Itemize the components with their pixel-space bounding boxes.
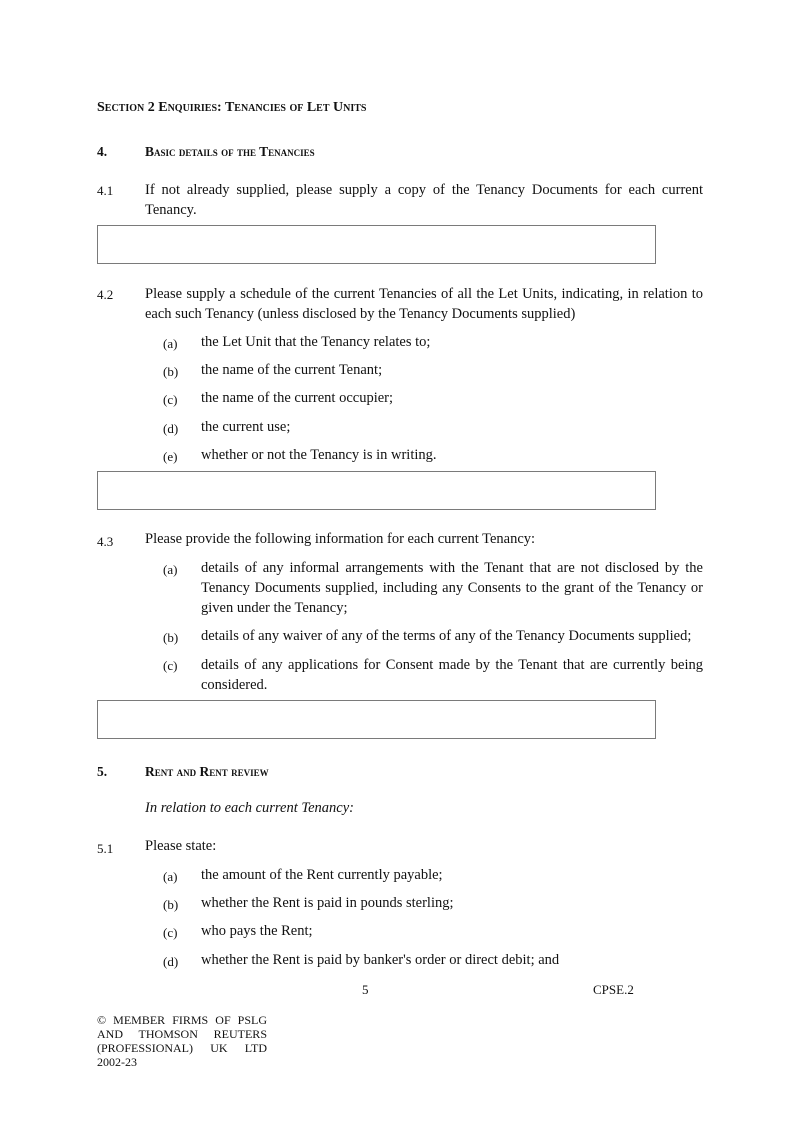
copyright-line-1: © MEMBER FIRMS OF PSLG [97, 1013, 267, 1027]
q5-number: 5. [97, 764, 108, 779]
q4-2-e-text: whether or not the Tenancy is in writing. [201, 447, 437, 463]
q4-2-c-label: (c) [163, 392, 178, 407]
q5-1-text: Please state: [145, 838, 217, 854]
section-title: Section 2 Enquiries: Tenancies of Let Units [97, 100, 367, 115]
q5-1-number: 5.1 [97, 841, 114, 856]
q4-2-e-label: (e) [163, 449, 178, 464]
q4-3-a-label: (a) [163, 562, 178, 577]
q4-3-b-label: (b) [163, 630, 179, 645]
copyright-line-4: 2002-23 [97, 1055, 137, 1069]
q5-1-b-label: (b) [163, 897, 179, 912]
q4-2-d-text: the current use; [201, 419, 291, 435]
q5-1-c-text: who pays the Rent; [201, 923, 313, 939]
q4-1-text: If not already supplied, please supply a copy of the Tenancy Documents for each current Tenancy. [145, 182, 703, 218]
answer-box-4-2[interactable] [97, 471, 656, 510]
q4-3-text: Please provide the following information for each current Tenancy: [145, 531, 536, 547]
q5-1-d-label: (d) [163, 954, 179, 969]
q5-1-d-text: whether the Rent is paid by banker's order or direct debit; and [201, 952, 560, 968]
q4-3-c-text: details of any applications for Consent made by the Tenant that are currently being considered. [201, 657, 703, 693]
q4-2-a-text: the Let Unit that the Tenancy relates to; [201, 334, 431, 350]
document-code: CPSE.2 [593, 982, 634, 997]
answer-box-4-1[interactable] [97, 225, 656, 264]
q4-2-c-text: the name of the current occupier; [201, 390, 394, 406]
q4-2-b-text: the name of the current Tenant; [201, 362, 383, 378]
copyright-line-2: AND THOMSON REUTERS [97, 1027, 267, 1041]
q4-2-b-label: (b) [163, 364, 179, 379]
q5-1-a-text: the amount of the Rent currently payable; [201, 867, 443, 883]
q4-2-text: Please supply a schedule of the current Tenancies of all the Let Units, indicating, in relation to each such Tenancy (unless disclosed by the Tenancy Documents supplied) [145, 286, 703, 322]
q5-1-b-text: whether the Rent is paid in pounds sterling; [201, 895, 454, 911]
q5-heading: Rent and Rent review [145, 764, 269, 779]
q4-3-a-text: details of any informal arrangements with the Tenant that are not disclosed by the Tenancy Documents supplied, including any Consents to the grant of the Tenancy or given under the Tenancy; [201, 560, 703, 616]
q4-number: 4. [97, 144, 108, 159]
q5-1-c-label: (c) [163, 925, 178, 940]
answer-box-4-3[interactable] [97, 700, 656, 739]
page-number: 5 [362, 982, 369, 997]
copyright-line-3: (PROFESSIONAL) UK LTD [97, 1041, 267, 1055]
q4-3-c-label: (c) [163, 658, 178, 673]
q5-1-a-label: (a) [163, 869, 178, 884]
q4-1-number: 4.1 [97, 183, 114, 198]
q4-3-b-text: details of any waiver of any of the terms of any of the Tenancy Documents supplied; [201, 628, 692, 644]
q4-2-a-label: (a) [163, 336, 178, 351]
q4-heading: Basic details of the Tenancies [145, 144, 315, 159]
q4-2-d-label: (d) [163, 421, 179, 436]
q4-3-number: 4.3 [97, 534, 114, 549]
q4-2-number: 4.2 [97, 287, 114, 302]
q5-intro: In relation to each current Tenancy: [145, 800, 354, 816]
